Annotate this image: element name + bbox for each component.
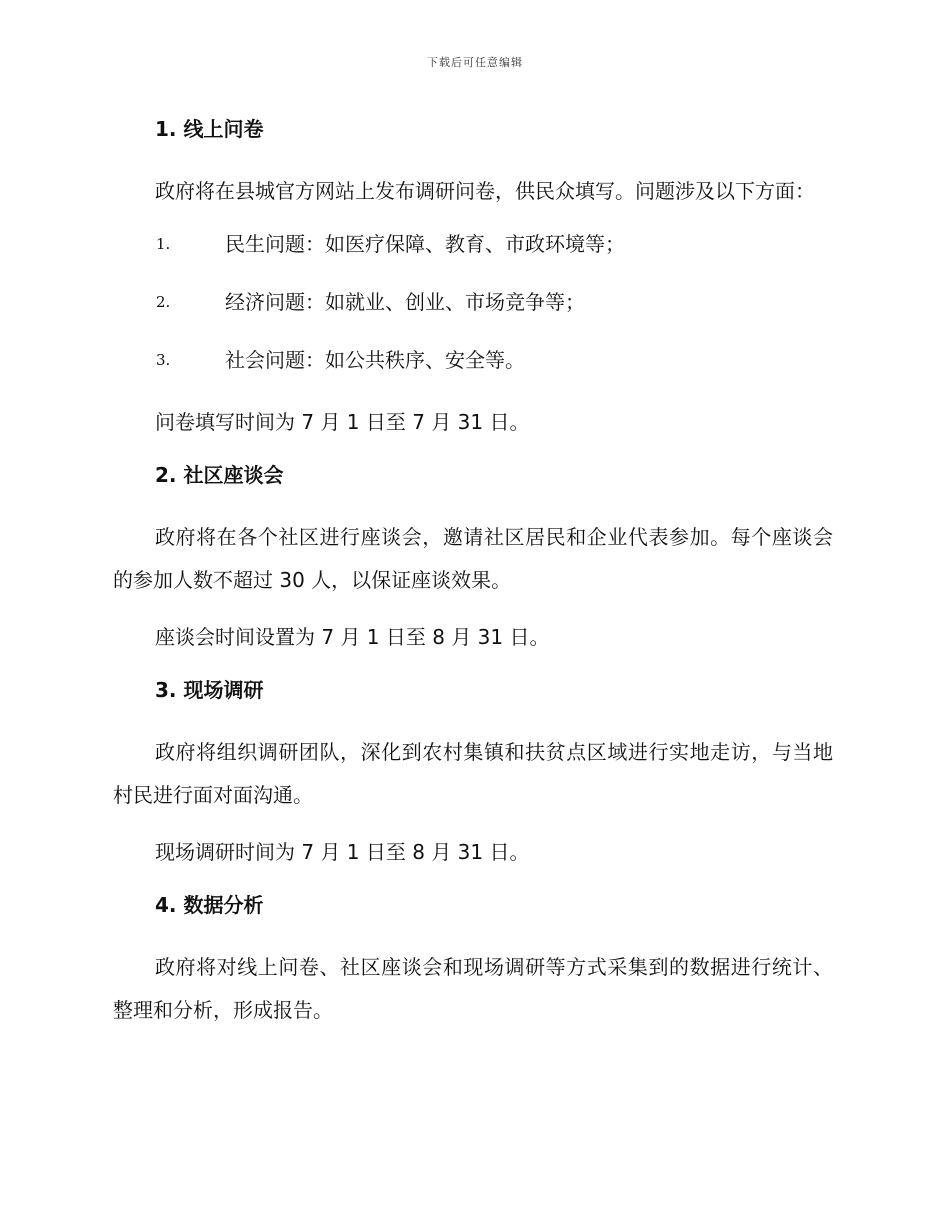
list-item	[113, 285, 833, 319]
list-text: 民生问题：如医疗保障、教育、市政环境等；	[225, 232, 625, 256]
list-item	[113, 343, 833, 377]
section-intro: 政府将在各个社区进行座谈会，邀请社区居民和企业代表参加。每个座谈会的参加人数不超过 30 人，以保证座谈效果。	[113, 525, 833, 592]
section-heading: 3. 现场调研	[155, 678, 264, 702]
section-heading: 2. 社区座谈会	[155, 463, 284, 487]
list-number: 3.	[156, 351, 171, 369]
page-header: 下载后可任意编辑	[427, 56, 523, 69]
section-online-survey	[113, 112, 833, 444]
section-note: 问卷填写时间为 7 月 1 日至 7 月 31 日。	[155, 410, 530, 434]
section-note: 现场调研时间为 7 月 1 日至 8 月 31 日。	[155, 840, 530, 864]
section-intro: 政府将在县城官方网站上发布调研问卷，供民众填写。问题涉及以下方面：	[155, 179, 815, 203]
section-field-research	[113, 673, 833, 874]
document-body	[113, 112, 833, 1046]
list-number: 2.	[156, 293, 171, 311]
section-community-forum	[113, 458, 833, 659]
section-heading: 4. 数据分析	[155, 893, 264, 917]
section-intro: 政府将组织调研团队，深化到农村集镇和扶贫点区域进行实地走访，与当地村民进行面对面沟通。	[113, 740, 833, 807]
list-text: 经济问题：如就业、创业、市场竞争等；	[225, 290, 585, 314]
list-item	[113, 227, 833, 261]
list-number: 1.	[156, 235, 171, 253]
section-intro: 政府将对线上问卷、社区座谈会和现场调研等方式采集到的数据进行统计、整理和分析，形成报告。	[113, 955, 833, 1022]
section-heading: 1. 线上问卷	[155, 117, 264, 141]
section-data-analysis	[113, 888, 833, 1032]
section-note: 座谈会时间设置为 7 月 1 日至 8 月 31 日。	[155, 625, 550, 649]
list-text: 社会问题：如公共秩序、安全等。	[225, 348, 525, 372]
